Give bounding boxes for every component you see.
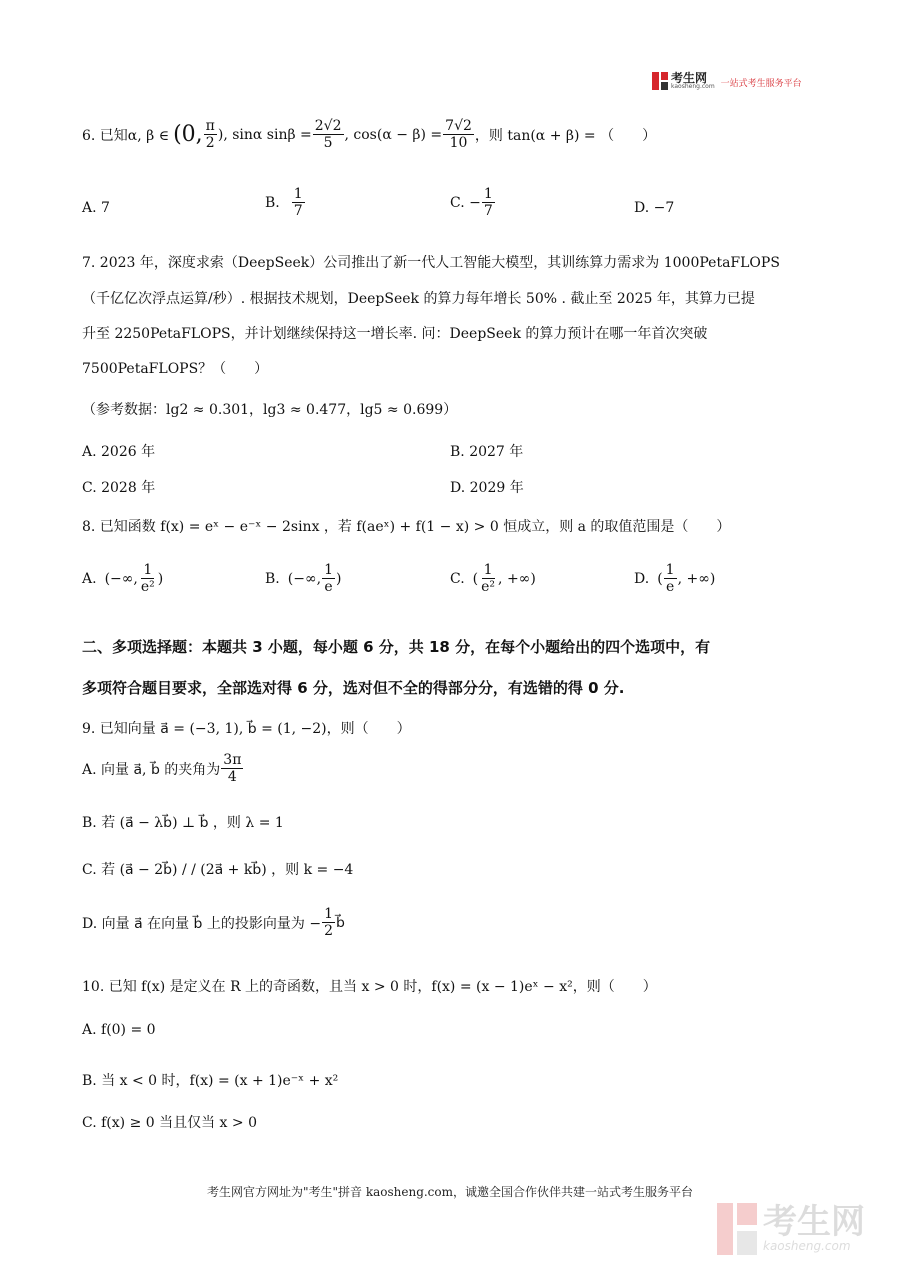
q9-optD-pre: D. 向量 a⃗ 在向量 b⃗ 上的投影向量为 −: [82, 915, 322, 932]
q9-stem: 9. 已知向量 a⃗ = (−3, 1), b⃗ = (1, −2)，则（ ）: [82, 721, 411, 737]
q8-option-a: [82, 562, 163, 595]
q7-line2: （千亿亿次浮点运算/秒）. 根据技术规划，DeepSeek 的算力每年增长 50% . 截止至 2025 年，其算力已提: [82, 291, 755, 307]
q6-optC-den: 7: [483, 203, 493, 220]
q9-option-d: [82, 906, 345, 939]
watermark-name: 考生网: [763, 1202, 865, 1242]
q6-interval-left: (0,: [173, 122, 203, 148]
section2-heading-line2: 多项符合题目要求，全部选对得 6 分，选对但不全的得部分分，有选错的得 0 分.: [82, 679, 625, 697]
q9-option-b: B. 若 (a⃗ − λb⃗) ⊥ b⃗ ，则 λ = 1: [82, 815, 284, 831]
watermark-logo: [717, 1203, 865, 1255]
q8-optD-frac: [664, 562, 677, 595]
q8-optC-frac: [479, 562, 497, 595]
q6-f1-den: 5: [323, 135, 333, 152]
q8-optC-post: , +∞): [498, 570, 536, 587]
q8-optA-num: 1: [143, 562, 153, 578]
q8-optA-pre: (−∞,: [104, 570, 138, 587]
q6-stem: [82, 118, 656, 151]
watermark-mark-icon: [717, 1203, 757, 1255]
q6-f1-num: 2√2: [314, 118, 342, 134]
q9-optA-num: 3π: [223, 752, 242, 768]
q8-optA-label: A.: [82, 570, 97, 587]
logo-mark-icon: [652, 72, 668, 90]
q6-optB-frac: [292, 186, 305, 219]
q10-option-b: B. 当 x < 0 时，f(x) = (x + 1)e⁻ˣ + x²: [82, 1073, 339, 1089]
q6-optB-num: 1: [293, 186, 303, 202]
q8-optC-den: e²: [481, 579, 496, 596]
q9-optA-den: 4: [227, 769, 237, 786]
q6-f2-den: 10: [449, 135, 468, 152]
q6-mid: , cos(α − β) =: [344, 126, 443, 143]
q7-line4: 7500PetaFLOPS？（ ）: [82, 361, 269, 377]
q8-option-d: [634, 562, 715, 595]
q10-option-c: C. f(x) ≥ 0 当且仅当 x > 0: [82, 1115, 257, 1131]
q8-optB-num: 1: [324, 562, 333, 578]
q8-optB-pre: (−∞,: [287, 570, 322, 587]
q6-pi-frac: [204, 118, 217, 151]
q9-option-c: C. 若 (a⃗ − 2b⃗) / / (2a⃗ + kb⃗) ，则 k = −4: [82, 862, 354, 878]
q8-option-b: [265, 562, 341, 595]
q9-optD-num: 1: [324, 906, 333, 922]
footer-text: 考生网官方网址为"考生"拼音 kaosheng.com，诚邀全国合作伙伴共建一站式考生服务平台: [206, 1185, 694, 1199]
header-logo: [652, 72, 802, 90]
q10-stem: 10. 已知 f(x) 是定义在 R 上的奇函数，且当 x > 0 时，f(x) = (x − 1)eˣ − x²，则（ ）: [82, 979, 657, 995]
q8-optB-label: B.: [265, 570, 280, 587]
q6-optC-frac: [482, 186, 495, 219]
q9-optD-post: b⃗: [336, 914, 345, 931]
q6-optC-num: 1: [483, 186, 493, 202]
q6-optB-den: 7: [293, 203, 303, 220]
q7-option-a: A. 2026 年: [82, 444, 156, 460]
q8-optA-frac: [139, 562, 157, 595]
q8-optD-num: 1: [665, 562, 675, 578]
q7-option-b: B. 2027 年: [450, 444, 524, 460]
q6-pi-num: π: [205, 118, 215, 134]
q6-tail: ，则 tan(α + β) = （ ）: [474, 127, 657, 144]
logo-url: kaosheng.com: [671, 83, 715, 90]
q9-optD-frac: [322, 906, 335, 939]
q8-option-c: [450, 562, 536, 595]
q7-option-c: C. 2028 年: [82, 480, 156, 496]
q9-option-a: [82, 752, 244, 785]
q10-option-a: A. f(0) = 0: [82, 1022, 156, 1038]
q7-option-d: D. 2029 年: [450, 480, 524, 496]
q6-f1: [313, 118, 344, 151]
q6-option-a: A. 7: [82, 200, 110, 216]
q8-optB-den: e: [324, 579, 333, 596]
q6-option-d: D. −7: [634, 200, 675, 216]
logo-name: 考生网: [671, 71, 708, 85]
q8-optC-label: C.: [450, 570, 465, 587]
section2-heading-line1: 二、多项选择题：本题共 3 小题，每小题 6 分，共 18 分，在每个小题给出的四个选项中，有: [82, 638, 711, 656]
q6-stem-a: 6. 已知α, β ∈: [82, 127, 170, 144]
q8-optD-pre: (: [657, 570, 663, 587]
q8-optD-post: , +∞): [677, 570, 716, 587]
q6-optC-label: C. −: [450, 194, 481, 211]
q6-optB-label: B.: [265, 194, 280, 211]
q6-f2-num: 7√2: [445, 118, 472, 134]
logo-slogan: 一站式考生服务平台: [720, 78, 802, 89]
q8-optB-frac: [322, 562, 335, 595]
q6-option-b: [265, 186, 306, 219]
q9-optD-den: 2: [324, 923, 333, 940]
watermark-url: kaosheng.com: [763, 1239, 851, 1253]
q8-optD-den: e: [665, 579, 675, 596]
q9-optA-pre: A. 向量 a⃗, b⃗ 的夹角为: [82, 761, 221, 778]
q8-stem: 8. 已知函数 f(x) = eˣ − e⁻ˣ − 2sinx ，若 f(aeˣ) + f(1 − x) > 0 恒成立，则 a 的取值范围是（ ）: [82, 519, 731, 535]
q8-optB-post: ): [335, 570, 342, 587]
q7-line3: 升至 2250PetaFLOPS，并计划继续保持这一增长率. 问：DeepSeek 的算力预计在哪一年首次突破: [82, 326, 708, 342]
q6-interval-right: ), sinα sinβ =: [217, 126, 312, 143]
q7-line1: 7. 2023 年，深度求索（DeepSeek）公司推出了新一代人工智能大模型，其训练算力需求为 1000PetaFLOPS: [82, 255, 780, 271]
q9-optA-frac: [221, 752, 243, 785]
q8-optA-den: e²: [140, 579, 155, 596]
q8-optC-num: 1: [483, 562, 493, 578]
q6-f2: [443, 118, 474, 151]
q8-optA-post: ): [157, 570, 164, 587]
q6-option-c: [450, 186, 496, 219]
q8-optC-pre: (: [472, 570, 479, 587]
q6-pi-den: 2: [205, 135, 215, 152]
q8-optD-label: D.: [634, 570, 650, 587]
q7-reference-data: （参考数据：lg2 ≈ 0.301，lg3 ≈ 0.477，lg5 ≈ 0.699）: [82, 402, 458, 418]
